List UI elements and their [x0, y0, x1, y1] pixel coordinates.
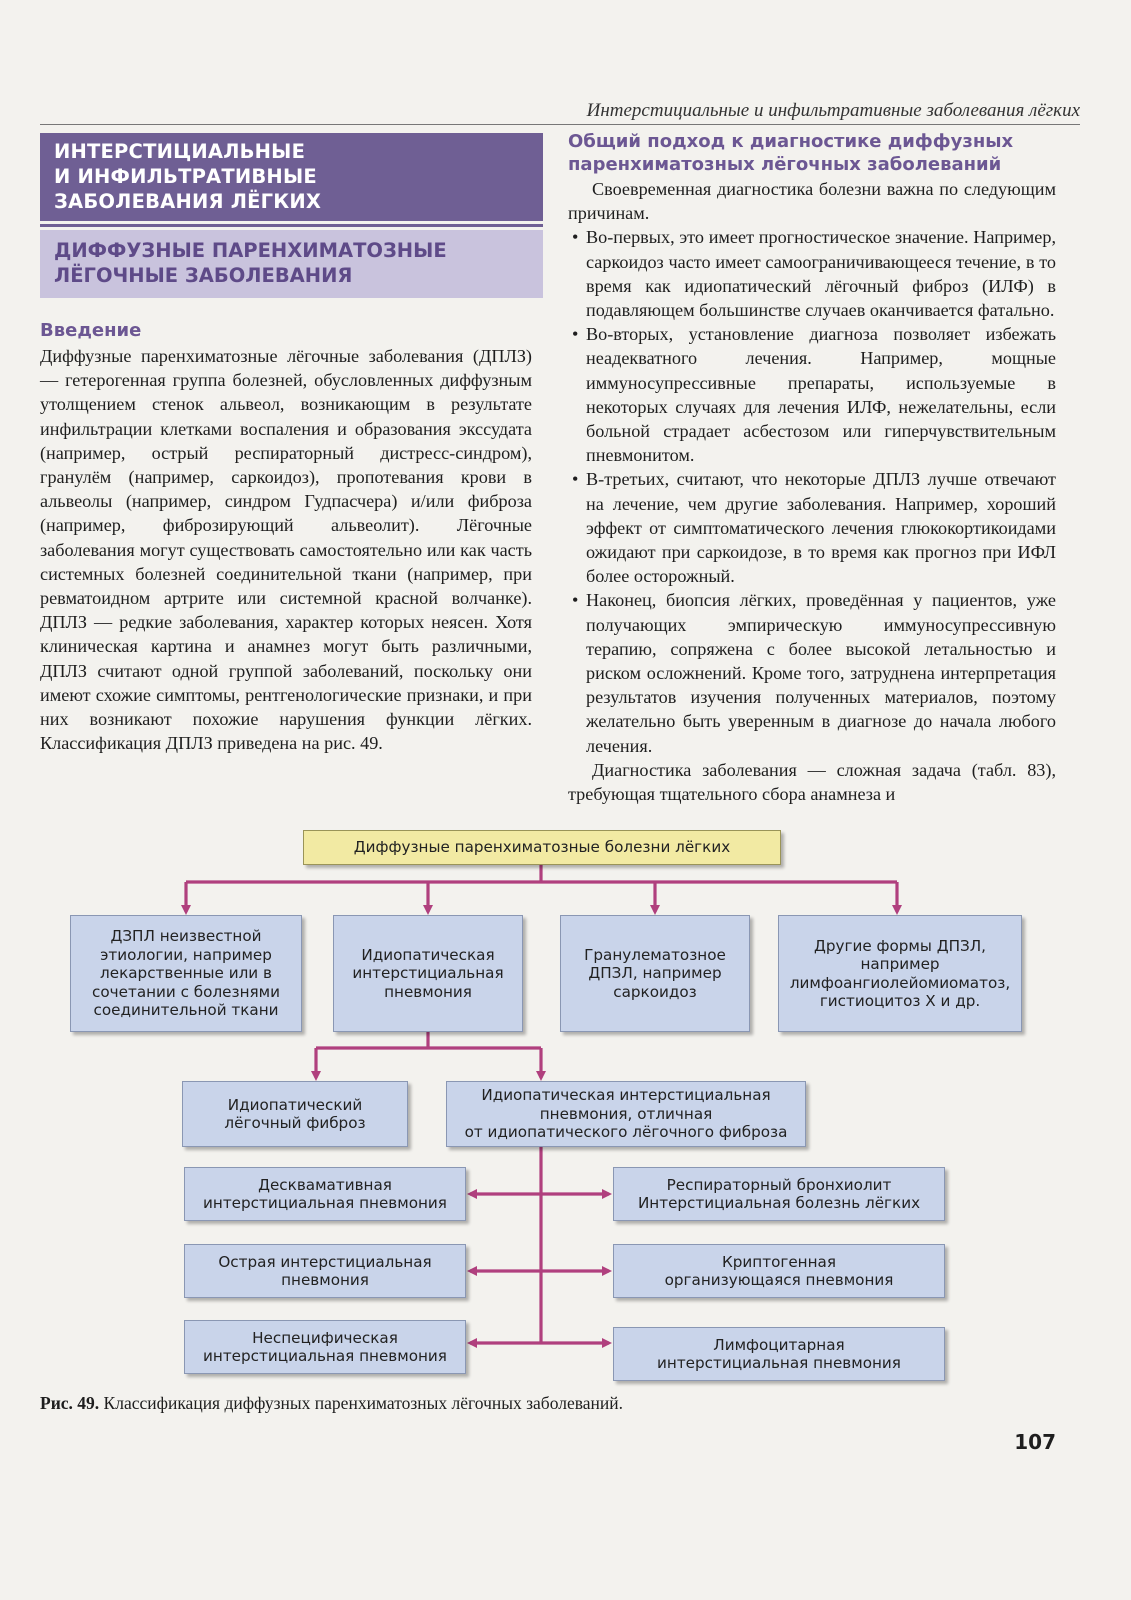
- list-item: • В-третьих, считают, что некоторые ДПЛЗ лучше отвечают на лечение, чем другие заболевания. Например, хороший эффект от симптоматического лечения глюкокортикоидами ожидают при саркоидозе, в то время как прогноз при ИФЛ более осторожный.: [568, 467, 1056, 588]
- intro-paragraph: Диффузные паренхиматозные лёгочные заболевания (ДПЛЗ) — гетерогенная группа болезней, обусловленных диффузным утолщением стенок альвеол, возникающим в результате инфильтрации клетками воспаления и образования экссудата (например, острый респираторный дистресс-синдром), гранулём (например, саркоидоз), пропотевания крови в альвеолы (например, синдром Гудпасчера) и/или фиброза (например, фиброзирующий альвеолит). Лёгочные заболевания могут существовать самостоятельно или как часть системных болезней соединительной ткани (например, при ревматоидном артрите или системной красной волчанке). ДПЛЗ — редкие заболевания, характер которых неясен. Хотя клиническая картина и анамнез могут быть различными, ДПЛЗ считают одной группой заболеваний, поскольку они имеют схожие симптомы, рентгенологические признаки, и при них возникают похожие нарушения функции лёгких. Классификация ДПЛЗ приведена на рис. 49.: [40, 346, 532, 754]
- caption-label: Рис. 49.: [40, 1393, 100, 1413]
- diagram-box-nonspecific: Неспецифическая интерстициальная пневмония: [184, 1320, 466, 1374]
- caption-text: Классификация диффузных паренхиматозных лёгочных заболеваний.: [99, 1393, 623, 1413]
- figure-caption: [40, 1393, 623, 1414]
- diagnosis-body: [568, 177, 1056, 806]
- diagram-root-box: Диффузные паренхиматозные болезни лёгких: [303, 830, 781, 865]
- diagnosis-closing: Диагностика заболевания — сложная задача (табл. 83), требующая тщательного сбора анамнеза и: [568, 759, 1056, 805]
- diagram-box-cryptogenic: Криптогенная организующаяся пневмония: [613, 1244, 945, 1298]
- diagram-box-desquamative: Десквамативная интерстициальная пневмония: [184, 1167, 466, 1221]
- diagnosis-heading: Общий подход к диагностике диффузных паренхиматозных лёгочных заболеваний: [568, 131, 1014, 175]
- diagram-box-lymphocytic: Лимфоцитарная интерстициальная пневмония: [613, 1327, 945, 1381]
- section-divider: [40, 224, 543, 227]
- chapter-title: ИНТЕРСТИЦИАЛЬНЫЕ И ИНФИЛЬТРАТИВНЫЕ ЗАБОЛЕВАНИЯ ЛЁГКИХ: [40, 133, 543, 221]
- diagram-box-granulomatous: Гранулематозное ДПЗЛ, например саркоидоз: [560, 915, 750, 1032]
- diagram-box-acute: Острая интерстициальная пневмония: [184, 1244, 466, 1298]
- running-head: Интерстициальные и инфильтративные заболевания лёгких: [586, 100, 1080, 121]
- diagram-box-other-forms: Другие формы ДПЗЛ, например лимфоангиолейомиоматоз, гистиоцитоз Х и др.: [778, 915, 1022, 1032]
- diagram-box-idiopathic-interstitial: Идиопатическая интерстициальная пневмония: [333, 915, 523, 1032]
- list-item: • Наконец, биопсия лёгких, проведённая у пациентов, уже получающих эмпирическую иммуносупрессивную терапию, сопряжена с более высокой летальностью и риском осложнений. Кроме того, затруднена интерпретация результатов изучения полученных материалов, поэтому желательно быть уверенным в диагнозе до начала любого лечения.: [568, 588, 1056, 757]
- diagram-box-non-ipf: Идиопатическая интерстициальная пневмония, отличная от идиопатического лёгочного фиброза: [446, 1081, 806, 1147]
- diagram-box-ipf: Идиопатический лёгочный фиброз: [182, 1081, 408, 1147]
- diagnosis-lead: Своевременная диагностика болезни важна по следующим причинам.: [568, 179, 1056, 224]
- diagnosis-bullets: [568, 225, 1056, 757]
- diagram-box-respiratory-bronchiolitis: Респираторный бронхиолит Интерстициальная болезнь лёгких: [613, 1167, 945, 1221]
- section-title: ДИФФУЗНЫЕ ПАРЕНХИМАТОЗНЫЕ ЛЁГОЧНЫЕ ЗАБОЛЕВАНИЯ: [40, 230, 543, 298]
- header-rule: [40, 124, 1080, 125]
- page-number: 107: [1014, 1430, 1056, 1454]
- list-item: • Во-вторых, установление диагноза позволяет избежать неадекватного лечения. Например, мощные иммуносупрессивные препараты, используемые в некоторых случаях для лечения ИЛФ, нежелательны, если больной страдает асбестозом или гиперчувствительным пневмонитом.: [568, 322, 1056, 467]
- list-item: • Во-первых, это имеет прогностическое значение. Например, саркоидоз часто имеет самоограничивающееся течение, в то время как идиопатический лёгочный фиброз (ИЛФ) в подавляющем большинстве случаев оканчивается фатально.: [568, 225, 1056, 322]
- diagram-box-unknown-etiology: ДЗПЛ неизвестной этиологии, например лекарственные или в сочетании с болезнями соединительной ткани: [70, 915, 302, 1032]
- intro-heading: Введение: [40, 320, 142, 341]
